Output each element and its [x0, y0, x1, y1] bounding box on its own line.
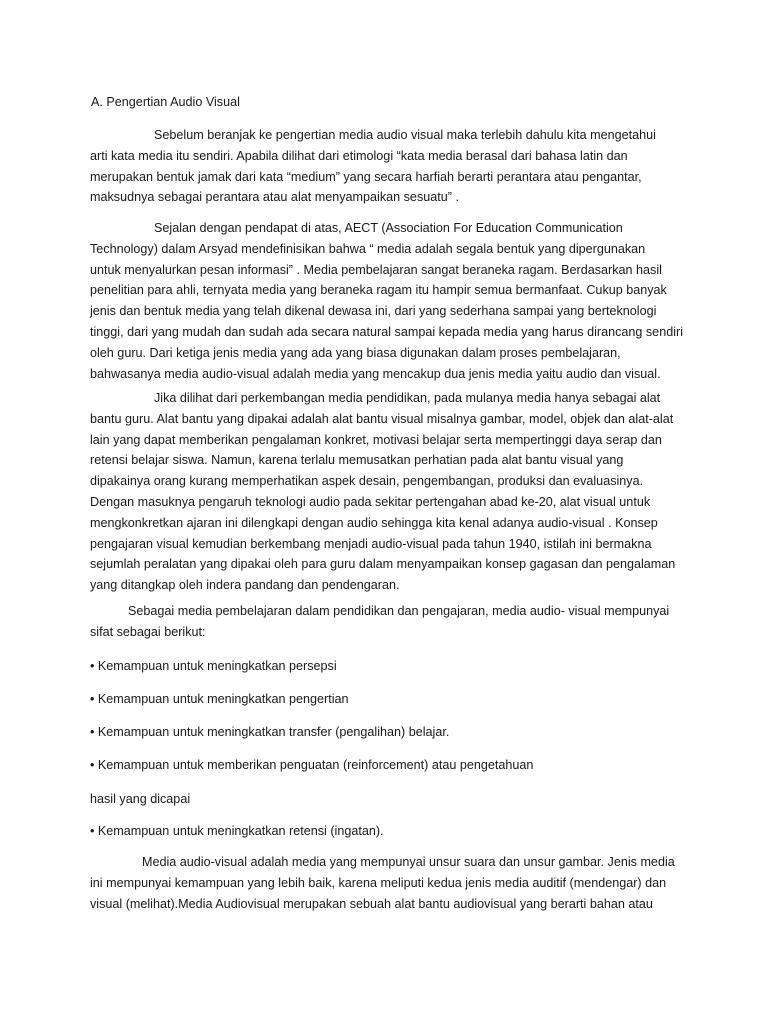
- paragraph-4: [90, 601, 676, 643]
- paragraph-line: penelitian para ahli, ternyata media yang beraneka ragam itu hampir semua bermanfaat. Cukup banyak: [90, 283, 667, 298]
- paragraph-line: lain yang dapat memberikan pengalaman konkret, motivasi belajar serta mempertinggi daya serap dan: [90, 432, 662, 447]
- paragraph-3: [90, 388, 676, 596]
- paragraph-line: bantu guru. Alat bantu yang dipakai adalah alat bantu visual misalnya gambar, model, objek dan alat-alat: [90, 411, 674, 426]
- bullet-item: • Kemampuan untuk memberikan penguatan (reinforcement) atau pengetahuan: [90, 758, 534, 772]
- paragraph-line: mengkonkretkan ajaran ini dilengkapi dengan audio sehingga kita kenal adanya audio-visual . Konsep: [90, 515, 658, 530]
- paragraph-line: tinggi, dari yang mudah dan sudah ada secara natural sampai kepada media yang harus dirancang sendiri: [90, 324, 683, 339]
- paragraph-line: jenis dan bentuk media yang telah dikenal dewasa ini, dari yang sederhana sampai yang berteknologi: [90, 304, 657, 319]
- section-heading: A. Pengertian Audio Visual: [91, 95, 240, 109]
- paragraph-line: merupakan bentuk jamak dari kata “medium” yang secara harfiah berarti perantara atau pengantar,: [90, 169, 642, 184]
- paragraph-line: retensi belajar siswa. Namun, karena terlalu memusatkan perhatian pada alat bantu visual yang: [90, 453, 624, 468]
- paragraph-line: untuk menyalurkan pesan informasi” . Media pembelajaran sangat beraneka ragam. Berdasarkan hasil: [90, 262, 662, 277]
- paragraph-line: oleh guru. Dari ketiga jenis media yang ada yang biasa digunakan dalam proses pembelajaran,: [90, 345, 621, 360]
- bullet-item: • Kemampuan untuk meningkatkan persepsi: [90, 659, 337, 673]
- paragraph-line: ini mempunyai kemampuan yang lebih baik, karena meliputi kedua jenis media auditif (mendengar) dan: [90, 875, 667, 890]
- paragraph-line: Media audio-visual adalah media yang mempunyai unsur suara dan unsur gambar. Jenis media: [142, 855, 675, 869]
- paragraph-2: [90, 218, 683, 384]
- bullet-item: • Kemampuan untuk meningkatkan transfer (pengalihan) belajar.: [90, 725, 450, 739]
- paragraph-line: Sebagai media pembelajaran dalam pendidikan dan pengajaran, media audio- visual mempunyai: [128, 604, 670, 618]
- bullet-continuation: hasil yang dicapai: [90, 792, 191, 806]
- paragraph-line: pengajaran visual kemudian berkembang menjadi audio-visual pada tahun 1940, istilah ini bermakna: [90, 536, 652, 551]
- paragraph-line: Dengan masuknya pengaruh teknologi audio pada sekitar pertengahan abad ke-20, alat visual untuk: [90, 494, 651, 509]
- paragraph-line: bahwasanya media audio-visual adalah media yang mencakup dua jenis media yaitu audio dan visual.: [90, 366, 661, 381]
- paragraph-line: maksudnya sebagai perantara atau alat menyampaikan sesuatu” .: [90, 190, 459, 205]
- paragraph-line: sejumlah peralatan yang dipakai oleh para guru dalam menyampaikan konsep gagasan dan pengalaman: [90, 557, 676, 572]
- paragraph-line: Jika dilihat dari perkembangan media pendidikan, pada mulanya media hanya sebagai alat: [154, 391, 661, 405]
- paragraph-line: sifat sebagai berikut:: [90, 624, 206, 639]
- paragraph-line: dipakainya orang kurang memperhatikan aspek desain, pengembangan, produksi dan evaluasinya.: [90, 474, 644, 489]
- bullet-item: • Kemampuan untuk meningkatkan retensi (ingatan).: [90, 824, 384, 838]
- paragraph-line: Technology) dalam Arsyad mendefinisikan bahwa “ media adalah segala bentuk yang dipergunakan: [90, 241, 646, 256]
- paragraph-line: yang ditangkap oleh indera pandang dan pendengaran.: [90, 578, 400, 593]
- paragraph-line: arti kata media itu sendiri. Apabila dilihat dari etimologi “kata media berasal dari bahasa latin dan: [90, 148, 628, 163]
- paragraph-line: Sejalan dengan pendapat di atas, AECT (Association For Education Communication: [154, 221, 623, 235]
- bullet-item: • Kemampuan untuk meningkatkan pengertian: [90, 692, 349, 706]
- paragraph-line: Sebelum beranjak ke pengertian media audio visual maka terlebih dahulu kita mengetahui: [154, 128, 656, 142]
- paragraph-1: [90, 125, 676, 208]
- paragraph-line: visual (melihat).Media Audiovisual merupakan sebuah alat bantu audiovisual yang berarti bahan atau: [90, 896, 653, 911]
- paragraph-5: [90, 852, 676, 914]
